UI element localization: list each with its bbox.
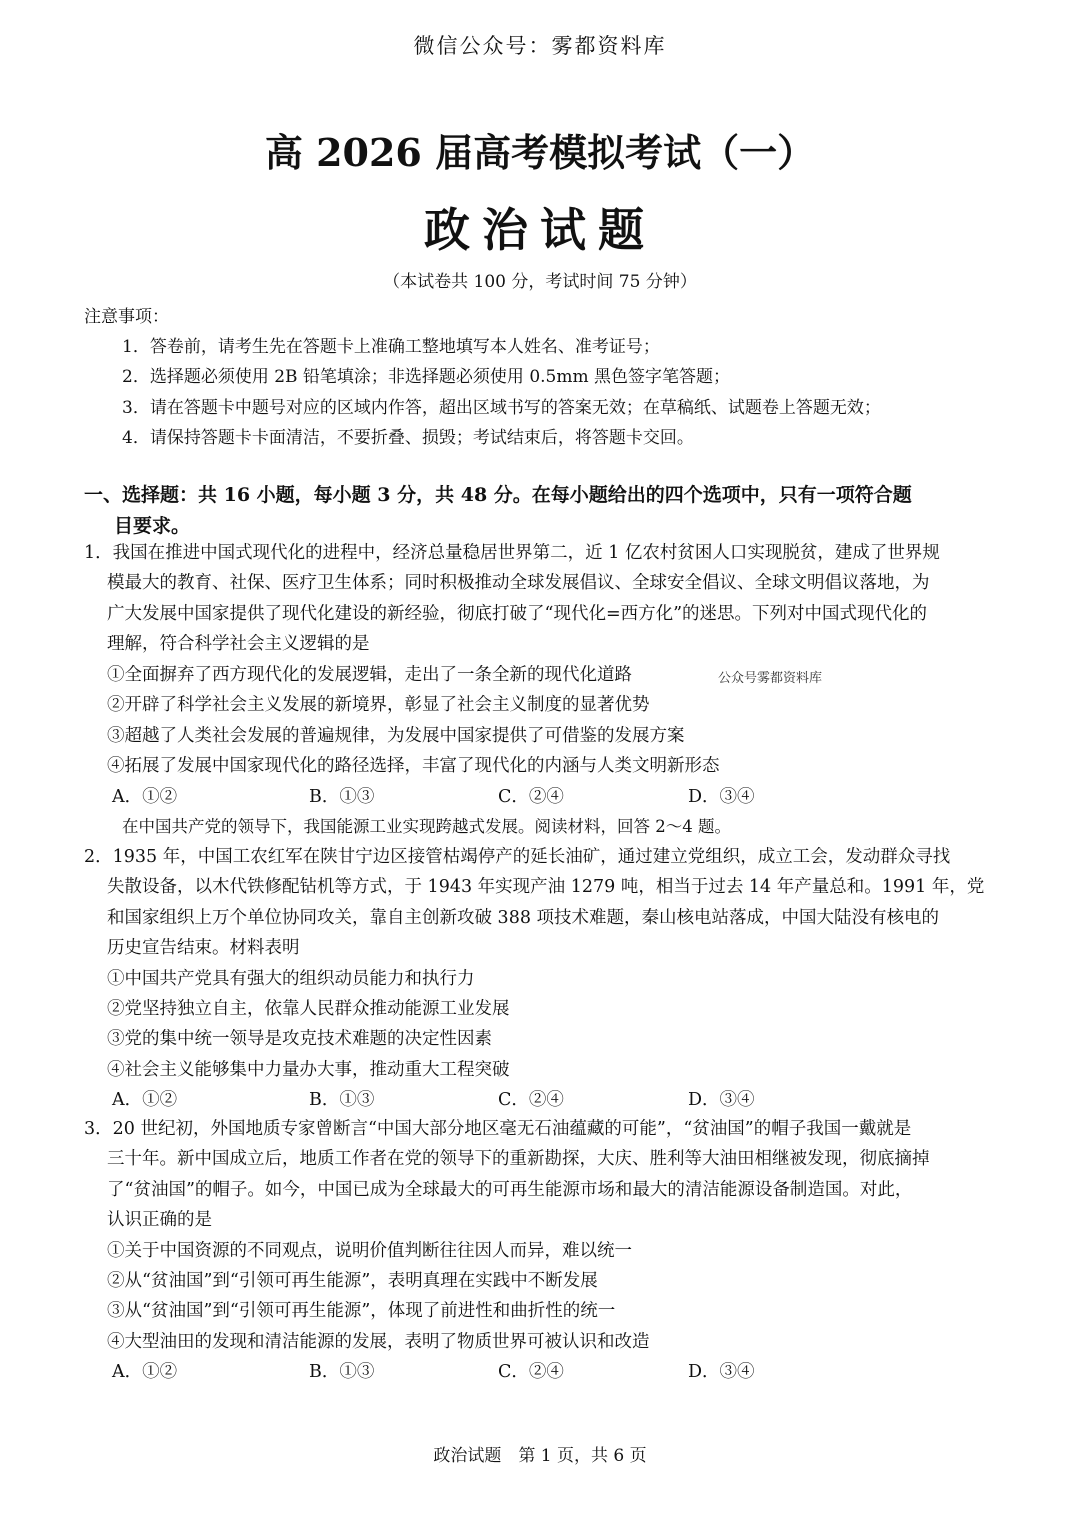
question-2-option-1: ①中国共产党具有强大的组织动员能力和执行力 xyxy=(107,969,475,989)
question-3-option-4: ④大型油田的发现和清洁能源的发展，表明了物质世界可被认识和改造 xyxy=(107,1332,650,1352)
material-intro: 在中国共产党的领导下，我国能源工业实现跨越式发展。阅读材料，回答 2～4 题。 xyxy=(122,817,731,836)
question-1-option-3: ③超越了人类社会发展的普遍规律，为发展中国家提供了可借鉴的发展方案 xyxy=(107,726,685,746)
question-3-stem xyxy=(84,1114,1014,1236)
choice-b: B．①③ xyxy=(309,787,375,807)
question-line: 理解，符合科学社会主义逻辑的是 xyxy=(107,634,370,655)
question-line: 失散设备，以木代铁修配钻机等方式，于 1943 年实现产油 1279 吨，相当于过去 14 年产量总和。1991 年，党 xyxy=(107,877,985,898)
question-1-choices xyxy=(112,783,1012,809)
choice-c: C．②④ xyxy=(498,787,564,807)
question-3-option-1: ①关于中国资源的不同观点，说明价值判断往往因人而异，难以统一 xyxy=(107,1241,632,1261)
choice-d: D．③④ xyxy=(688,1362,755,1382)
question-2-choices xyxy=(112,1086,1012,1112)
question-3-option-2: ②从“贫油国”到“引领可再生能源”，表明真理在实践中不断发展 xyxy=(107,1271,598,1291)
choice-c: C．②④ xyxy=(498,1090,564,1110)
question-line: 3．20 世纪初，外国地质专家曾断言“中国大部分地区毫无石油蕴藏的可能”，“贫油国”的帽子我国一戴就是 xyxy=(84,1119,912,1139)
question-line: 认识正确的是 xyxy=(107,1210,212,1231)
section-heading-line2: 目要求。 xyxy=(114,515,191,537)
question-1-stem xyxy=(84,538,1014,660)
question-2-option-4: ④社会主义能够集中力量办大事，推动重大工程突破 xyxy=(107,1060,510,1080)
page-footer: 政治试题 第 1 页，共 6 页 xyxy=(433,1446,647,1466)
choice-a: A．①② xyxy=(112,787,178,807)
question-3-option-3: ③从“贫油国”到“引领可再生能源”，体现了前进性和曲折性的统一 xyxy=(107,1301,616,1321)
question-line: 了“贫油国”的帽子。如今，中国已成为全球最大的可再生能源市场和最大的清洁能源设备制造国。对此， xyxy=(107,1179,913,1200)
note-item-3: 3．请在答题卡中题号对应的区域内作答，超出区域书写的答案无效；在草稿纸、试题卷上答题无效； xyxy=(122,398,881,418)
question-2-option-2: ②党坚持独立自主，依靠人民群众推动能源工业发展 xyxy=(107,999,510,1019)
question-2-option-3: ③党的集中统一领导是攻克技术难题的决定性因素 xyxy=(107,1029,492,1049)
question-line: 三十年。新中国成立后，地质工作者在党的领导下的重新勘探，大庆、胜利等大油田相继被发现，彻底摘掉 xyxy=(107,1149,930,1170)
choice-d: D．③④ xyxy=(688,787,755,807)
note-item-4: 4．请保持答题卡卡面清洁，不要折叠、损毁；考试结束后，将答题卡交回。 xyxy=(122,428,694,448)
choice-b: B．①③ xyxy=(309,1090,375,1110)
exam-subtitle: （本试卷共 100 分，考试时间 75 分钟） xyxy=(383,272,697,292)
note-item-2: 2．选择题必须使用 2B 铅笔填涂；非选择题必须使用 0.5mm 黑色签字笔答题； xyxy=(122,367,731,387)
question-line: 广大发展中国家提供了现代化建设的新经验，彻底打破了“现代化=西方化”的迷思。下列对中国式现代化的 xyxy=(107,603,928,624)
question-1-option-2: ②开辟了科学社会主义发展的新境界，彰显了社会主义制度的显著优势 xyxy=(107,695,650,715)
question-line: 历史宣告结束。材料表明 xyxy=(107,938,300,959)
subject-title: 政治试题 xyxy=(424,203,656,257)
notes-title: 注意事项： xyxy=(84,307,169,327)
note-item-1: 1．答卷前，请考生先在答题卡上准确工整地填写本人姓名、准考证号； xyxy=(122,337,660,357)
choice-c: C．②④ xyxy=(498,1362,564,1382)
choice-a: A．①② xyxy=(112,1090,178,1110)
choice-d: D．③④ xyxy=(688,1090,755,1110)
question-2-stem xyxy=(84,842,1014,964)
section-heading-line1: 一、选择题：共 16 小题，每小题 3 分，共 48 分。在每小题给出的四个选项中，只有一项符合题 xyxy=(84,484,912,506)
question-line: 2．1935 年，中国工农红军在陕甘宁边区接管枯竭停产的延长油矿，通过建立党组织，成立工会，发动群众寻找 xyxy=(84,847,951,867)
choice-b: B．①③ xyxy=(309,1362,375,1382)
question-line: 1．我国在推进中国式现代化的进程中，经济总量稳居世界第二，近 1 亿农村贫困人口实现脱贫，建成了世界规 xyxy=(84,543,940,563)
exam-title: 高 2026 届高考模拟考试（一） xyxy=(264,130,816,175)
wechat-header: 微信公众号：雾都资料库 xyxy=(413,34,667,58)
question-1-option-1: ①全面摒弃了西方现代化的发展逻辑，走出了一条全新的现代化道路 xyxy=(107,665,632,685)
question-line: 模最大的教育、社保、医疗卫生体系；同时积极推动全球发展倡议、全球安全倡议、全球文明倡议落地，为 xyxy=(107,573,930,594)
question-1-option-4: ④拓展了发展中国家现代化的路径选择，丰富了现代化的内涵与人类文明新形态 xyxy=(107,756,720,776)
choice-a: A．①② xyxy=(112,1362,178,1382)
question-line: 和国家组织上万个单位协同攻关，靠自主创新攻破 388 项技术难题，秦山核电站落成，中国大陆没有核电的 xyxy=(107,907,940,928)
section-heading xyxy=(84,480,1014,542)
question-3-choices xyxy=(112,1358,1012,1384)
watermark-text: 公众号雾都资料库 xyxy=(718,671,823,686)
